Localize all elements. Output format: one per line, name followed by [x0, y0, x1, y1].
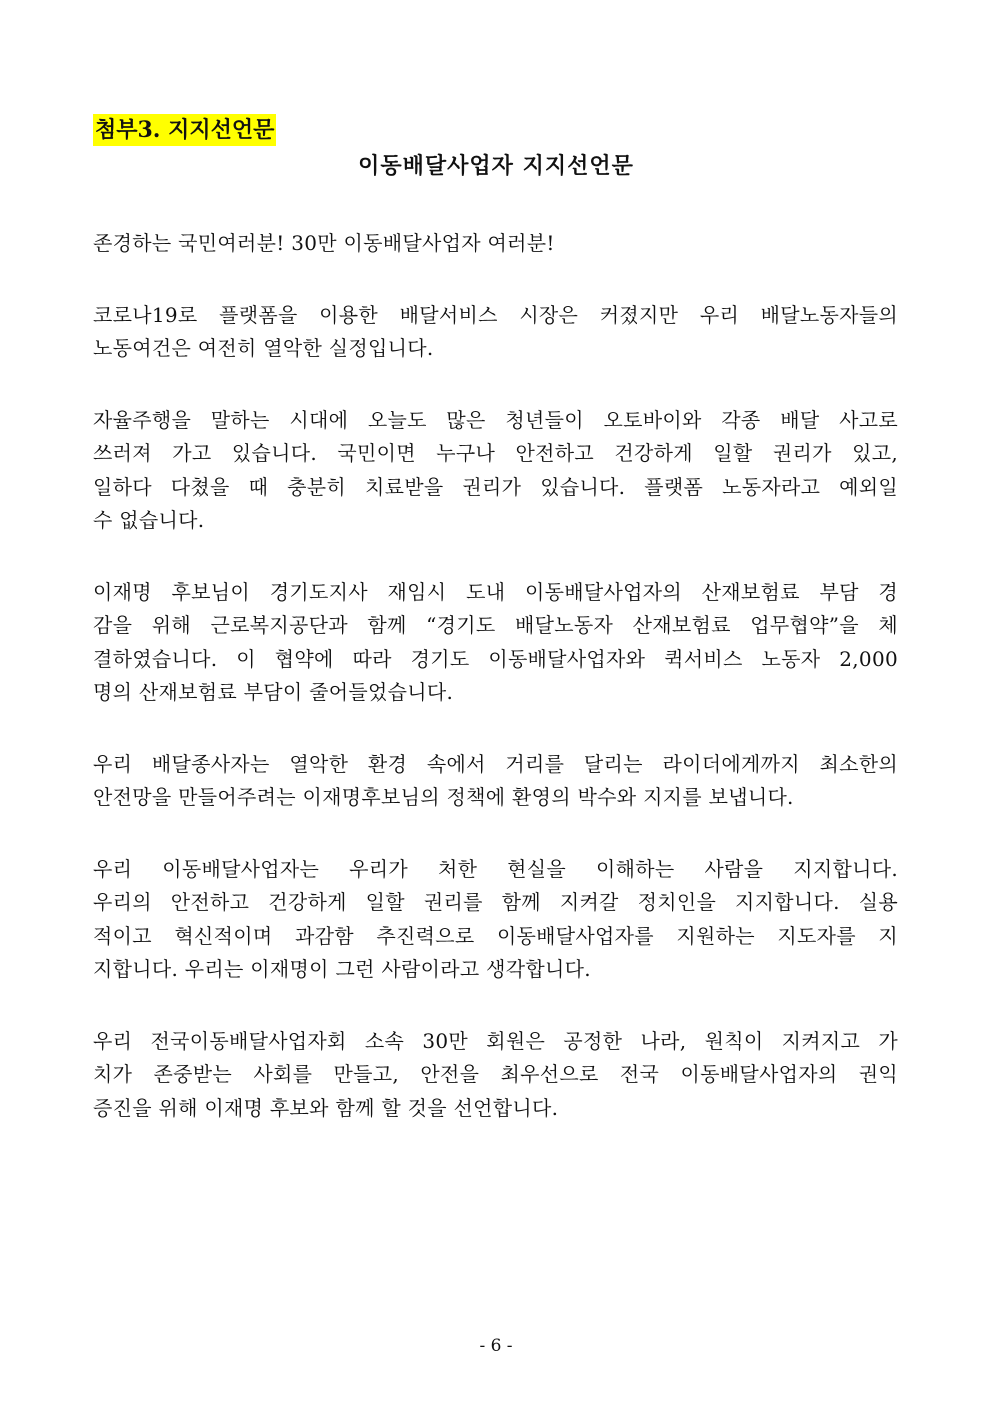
paragraph-line: 우리의 안전하고 건강하게 일할 권리를 함께 지켜갈 정치인을 지지합니다. 실용 [93, 890, 898, 914]
paragraph [93, 227, 898, 261]
paragraph [93, 404, 898, 538]
paragraph-line: 코로나19로 플랫폼을 이용한 배달서비스 시장은 커졌지만 우리 배달노동자들의 [93, 302, 898, 327]
paragraph-line: 증진을 위해 이재명 후보와 함께 할 것을 선언합니다. [93, 1095, 559, 1120]
paragraph-line: 존경하는 국민여러분! 30만 이동배달사업자 여러분! [93, 231, 555, 255]
paragraph [93, 1025, 898, 1126]
paragraph-line: 적이고 혁신적이며 과감함 추진력으로 이동배달사업자를 지원하는 지도자를 지 [93, 923, 898, 948]
paragraph-line: 명의 산재보험료 부담이 줄어들었습니다. [93, 680, 454, 704]
paragraph-line: 우리 배달종사자는 열악한 환경 속에서 거리를 달리는 라이더에게까지 최소한의 [93, 751, 898, 776]
paragraph [93, 853, 898, 987]
paragraph-line: 일하다 다쳤을 때 충분히 치료받을 권리가 있습니다. 플랫폼 노동자라고 예외일 [93, 474, 898, 499]
paragraph-line: 치가 존중받는 사회를 만들고, 안전을 최우선으로 전국 이동배달사업자의 권익 [93, 1062, 898, 1086]
paragraph-line: 안전망을 만들어주려는 이재명후보님의 정책에 환영의 박수와 지지를 보냅니다. [93, 785, 794, 809]
paragraph-line: 우리 이동배달사업자는 우리가 처한 현실을 이해하는 사람을 지지합니다. [93, 856, 898, 881]
paragraph-line: 수 없습니다. [93, 508, 205, 532]
paragraph-line: 쓰러져 가고 있습니다. 국민이면 누구나 안전하고 건강하게 일할 권리가 있고, [93, 441, 898, 465]
paragraph-line: 감을 위해 근로복지공단과 함께 “경기도 배달노동자 산재보험료 업무협약”을 체 [93, 613, 898, 637]
paragraph [93, 299, 898, 366]
paragraph-line: 노동여건은 여전히 열악한 실정입니다. [93, 336, 434, 360]
paragraph [93, 748, 898, 815]
paragraph-line: 결하였습니다. 이 협약에 따라 경기도 이동배달사업자와 퀵서비스 노동자 2,000 [93, 646, 898, 671]
document-title: 이동배달사업자 지지선언문 [358, 153, 634, 179]
paragraph [93, 576, 898, 710]
page-number: - 6 - [479, 1336, 513, 1356]
paragraph-line: 자율주행을 말하는 시대에 오늘도 많은 청년들이 오토바이와 각종 배달 사고로 [93, 407, 898, 432]
paragraph-line: 지합니다. 우리는 이재명이 그런 사람이라고 생각합니다. [93, 957, 591, 981]
document-body [93, 227, 898, 1163]
paragraph-line: 이재명 후보님이 경기도지사 재임시 도내 이동배달사업자의 산재보험료 부담 경 [93, 579, 898, 604]
paragraph-line: 우리 전국이동배달사업자회 소속 30만 회원은 공정한 나라, 원칙이 지켜지고 가 [93, 1028, 898, 1053]
attachment-label: 첨부3. 지지선언문 [93, 114, 276, 146]
